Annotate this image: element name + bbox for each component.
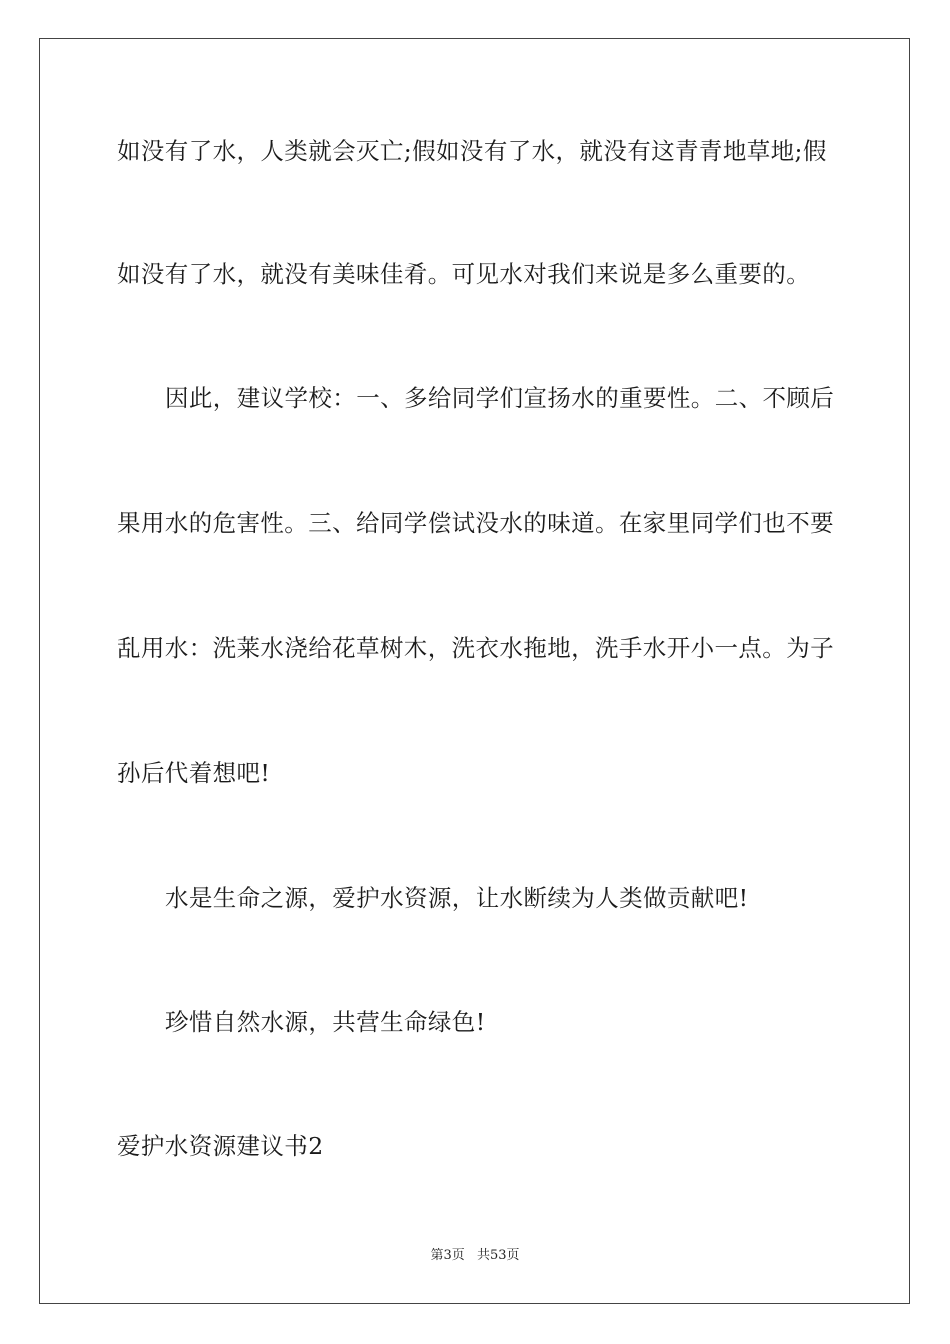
page-footer [0, 1248, 950, 1264]
paragraph-line: 果用水的危害性。三、给同学偿试没水的味道。在家里同学们也不要 [117, 509, 834, 537]
paragraph-line: 乱用水：洗莱水浇给花草树木，洗衣水拖地，洗手水开小一点。为子 [117, 634, 834, 662]
paragraph-line: 孙后代着想吧! [117, 759, 271, 787]
page-number: 第3页 [430, 1248, 465, 1263]
paragraph-line: 水是生命之源，爱护水资源，让水断续为人类做贡献吧! [165, 884, 749, 912]
page-border [39, 38, 910, 1304]
page-total: 共53页 [476, 1248, 520, 1263]
section-heading: 爱护水资源建议书2 [117, 1132, 324, 1160]
paragraph-line: 如没有了水，就没有美味佳肴。可见水对我们来说是多么重要的。 [117, 260, 811, 288]
paragraph-line: 如没有了水，人类就会灭亡;假如没有了水，就没有这青青地草地;假 [117, 137, 827, 165]
paragraph-line: 因此，建议学校：一、多给同学们宣扬水的重要性。二、不顾后 [165, 384, 835, 412]
paragraph-line: 珍惜自然水源，共营生命绿色! [165, 1008, 486, 1036]
